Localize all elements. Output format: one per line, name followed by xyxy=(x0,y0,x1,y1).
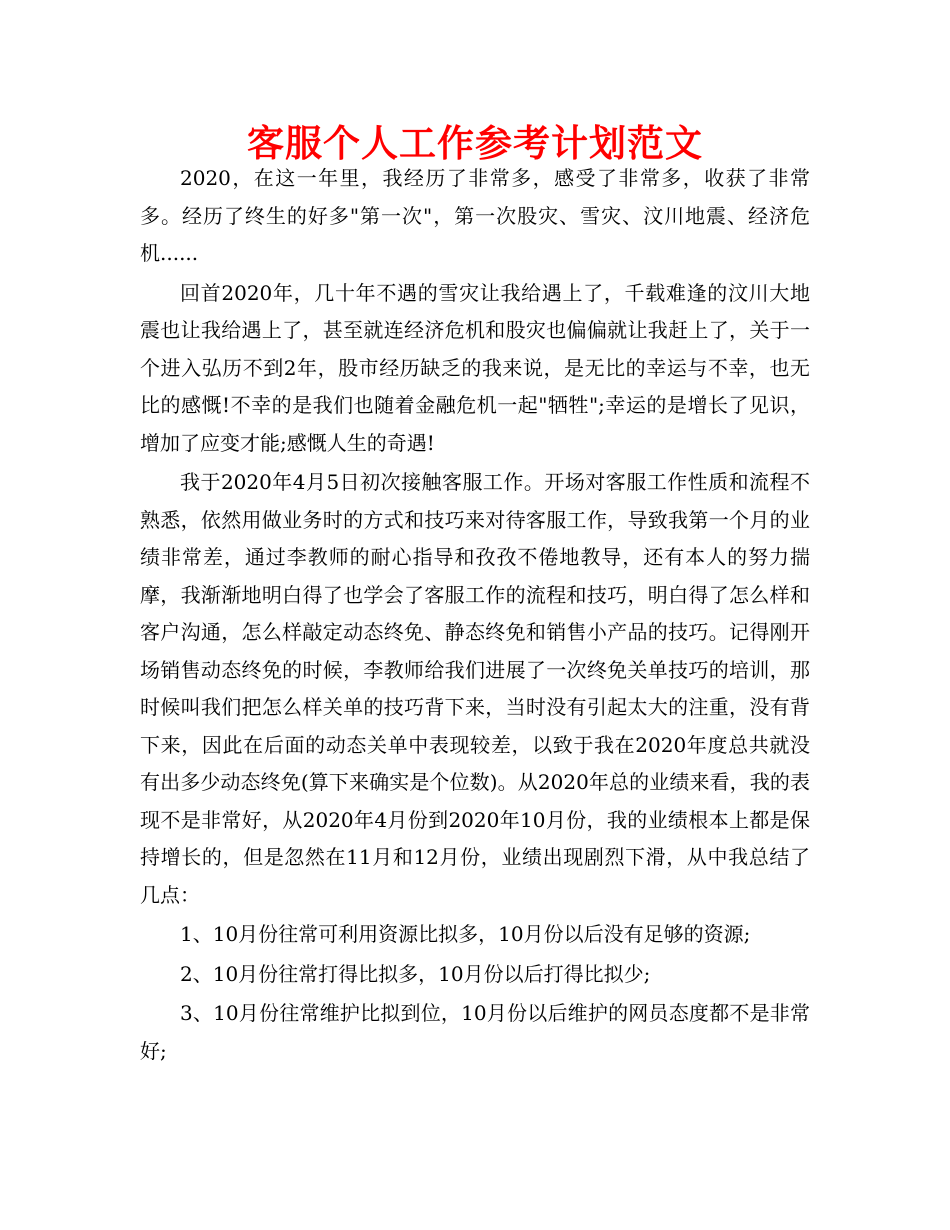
paragraph-intro: 2020，在这一年里，我经历了非常多，感受了非常多，收获了非常多。经历了终生的好多"第一次"，第一次股灾、雪灾、汶川地震、经济危机...... xyxy=(140,166,810,265)
document-body xyxy=(140,160,810,1072)
paragraph-work-experience: 我于2020年4月5日初次接触客服工作。开场对客服工作性质和流程不熟悉，依然用做业务时的方式和技巧来对待客服工作，导致我第一个月的业绩非常差，通过李教师的耐心指导和孜孜不倦地教导，还有本人的努力揣摩，我渐渐地明白得了也学会了客服工作的流程和技巧，明白得了怎么样和客户沟通，怎么样敲定动态终免、静态终免和销售小产品的技巧。记得刚开场销售动态终免的时候，李教师给我们进展了一次终免关单技巧的培训，那时候叫我们把怎么样关单的技巧背下来，当时没有引起太大的注重，没有背下来，因此在后面的动态关单中表现较差，以致于我在2020年度总共就没有出多少动态终免(算下来确实是个位数)。从2020年总的业绩来看，我的表现不是非常好，从2020年4月份到2020年10月份，我的业绩根本上都是保持增长的，但是忽然在11月和12月份，业绩出现剧烈下滑，从中我总结了几点： xyxy=(140,470,810,907)
list-item-point-2: 2、10月份往常打得比拟多，10月份以后打得比拟少; xyxy=(180,961,651,986)
list-item-point-1: 1、10月份往常可利用资源比拟多，10月份以后没有足够的资源; xyxy=(180,922,751,946)
list-item-point-3: 3、10月份往常维护比拟到位，10月份以后维护的网员态度都不是非常好; xyxy=(140,1001,810,1063)
document-title: 客服个人工作参考计划范文 xyxy=(247,122,703,165)
paragraph-review: 回首2020年，几十年不遇的雪灾让我给遇上了，千载难逢的汶川大地震也让我给遇上了，甚至就连经济危机和股灾也偏偏就让我赶上了，关于一个进入弘历不到2年，股市经历缺乏的我来说，是无比的幸运与不幸，也无比的感慨!不幸的是我们也随着金融危机一起"牺牲";幸运的是增长了见识，增加了应变才能;感慨人生的奇遇! xyxy=(140,280,810,455)
